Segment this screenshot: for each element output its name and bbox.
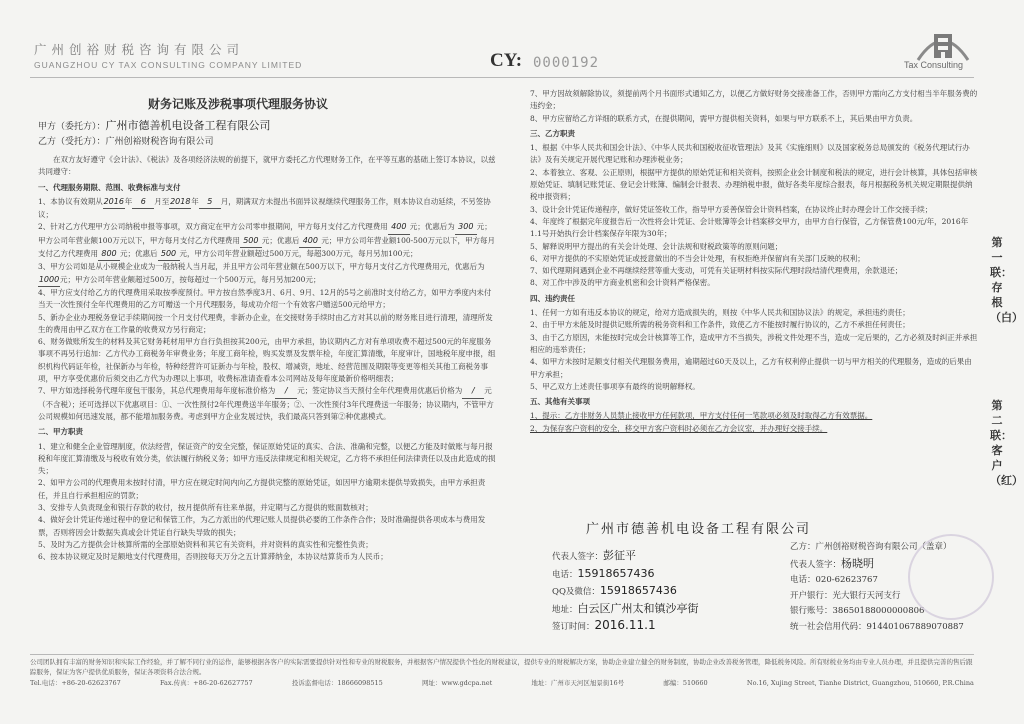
party-b-rep-signature: 杨晓明 [841, 556, 875, 570]
party-a-date-row: 签订时间：2016.11.1 [552, 618, 656, 632]
clause-2-4: 4、做好会计凭证传递过程中的登记和保管工作，为乙方派出的代理记账人员提供必要的工作条件合作；及时准确提供各项成本与费用发票，否则将因会计数据失真或会计凭证自行缺失导致的损失； [38, 515, 486, 537]
party-a-phone-row: 电话：15918657436 [552, 566, 655, 580]
clause-5-1: 1、提示：乙方非财务人员禁止接收甲方任何款项，甲方支付任何一笔款项必须及时取得乙方有效票据。 [530, 411, 873, 421]
clause-2-7: 7、甲方因故须解除协议，须提前两个月书面形式通知乙方，以便乙方做好财务交接准备工作，否则甲方需向乙方支付相当半年服务费的违约金； [530, 89, 978, 111]
clause-3-1: 1、根据《中华人民共和国会计法》、《中华人民共和国税收征收管理法》及其《实施细则》以及国家税务总局颁发的《税务代理试行办法》及有关规定开展代理记账和办理涉税业务； [530, 143, 970, 165]
clause-3-8: 8、对工作中涉及的甲方商业机密和会计资料严格保密。 [530, 278, 715, 288]
party-b-rep-row: 代表人签字：杨晓明 [790, 556, 875, 570]
party-a-rep-signature: 彭征平 [603, 549, 637, 562]
party-b-credit-code: 统一社会信用代码：914401067889070887 [790, 621, 964, 632]
party-a-qq-row: QQ及微信：15918657436 [552, 584, 677, 597]
right-column [530, 88, 978, 435]
header-divider [30, 77, 974, 78]
serial-number: 0000192 [533, 55, 600, 71]
section-3-heading: 三、乙方职责 [530, 128, 575, 138]
clause-4-5: 5、甲乙双方上述责任事项享有最终的说明解释权。 [530, 381, 700, 391]
clause-2-3: 3、安排专人负责现金和银行存款的收付，按月提供所有往来单据，并定期与乙方提供的账面数核对； [38, 503, 373, 513]
section-4-heading: 四、违约责任 [530, 293, 575, 303]
clause-3-7: 7、如代理期间遇到企业不再继续经营等重大变动，可凭有关证明材料按实际代理时段结清代理费用，余款退还； [530, 266, 903, 276]
party-b-phone: 电话：020-62623767 [790, 575, 878, 585]
logo-caption: Tax Consulting [904, 60, 964, 70]
company-name-cn: 广州创裕财税咨询有限公司 [34, 43, 245, 57]
party-a-qq: 15918657436 [599, 584, 677, 597]
party-a-phone: 15918657436 [577, 566, 655, 580]
clause-1-5: 5、新办企业办理税务登记手续期间按一个月支付代理费，非新办企业，在交接财务手续时由乙方对其以前的财务账目进行清理，清理所发生的费用由甲乙双方在工作量的收费双方另行商定； [38, 312, 493, 334]
party-a-rep-row: 代表人签字：彭征平 [552, 549, 637, 562]
party-a-row [38, 119, 498, 134]
clause-4-2: 2、由于甲方未能及时提供记账所需的税务资料和工作条件，致使乙方不能按时履行协议的，乙方不承担任何责任； [530, 320, 910, 330]
intro-paragraph: 在双方友好遵守《会计法》、《税法》及各项经济法规的前提下，就甲方委托乙方代理财务工作，在平等互惠的基础上签订本协议，以兹共同遵守： [38, 155, 496, 177]
company-seal-stamp [908, 534, 994, 620]
footer-address-en: No.16, Xujing Street, Tianhe District, Guangzhou, 510660, P.R.China [746, 679, 974, 687]
party-a-stamp-handwriting: 广州市德善机电设备工程有限公司 [586, 522, 812, 537]
left-column [38, 154, 498, 564]
party-a-address: 白云区广州太和镇沙亭街 [577, 601, 699, 615]
clause-3-4: 4、年度终了根据完年度报告后一次性将会计凭证、会计账簿等会计档案移交甲方，由甲方自行保管，乙方保管费100元/年，2016年1.1号开始执行会计档案保存年限为30年； [530, 216, 969, 239]
party-b-label: 乙方（受托方）： [38, 137, 106, 147]
clause-4-1: 1、任何一方如有违反本协议的规定，给对方造成损失的，则按《中华人民共和国协议法》的规定，承担违约责任； [530, 308, 910, 318]
footer-contact-row [30, 678, 974, 688]
clause-2-5: 5、及时为乙方提供会计核算所需的全部原始资料和其它有关资料，并对资料的真实性和完整性负责； [38, 539, 373, 549]
clause-4-3: 3、由于乙方原因，未能按时完成会计核算等工作，造成甲方不当损失，涉税文件处理不当，造成一定后果的，乙方必须及时纠正并承担相应的违举责任； [530, 332, 978, 354]
party-b-value: 广州创裕财税咨询有限公司 [105, 137, 214, 147]
clause-1-7: 7、甲方如选择税务代理年度包干服务，其总代理费用每年度标准价格为 / 元；签定协议当天预付全年代理费用优惠后价格为 / 元（不含税）；还可选择以下优惠项目：①、一次性预付2年代理费送半年服务；②、一次性预付3年代理费送一年服务；协议期内，不管甲方公司规模如何迅速发展，都不能增加服务费。考虑到甲方企业发展过快，我们最高只答到第②种优惠模式。 [38, 386, 494, 421]
clause-3-3: 3、设计会计凭证传递程序，做好凭证签收工作，指导甲方妥善保管会计资料档案，在协议终止时办理会计工作交接手续； [530, 204, 933, 214]
clause-1-6: 6、财务做账所发生的材料及其它财务耗材用甲方自行负担按其200元，由甲方承担，协议期内乙方对有单项收费不超过500元的年度服务事项不再另行追加：乙方代办工商税务年审费业务；年度工商年检，购买发票及发票年检，年度汇算清缴，年度审计，国地税年度申报，组织机构代码证年检，社保新办与年检，特种经营许可证新办与年检，股权、增减资，地址、经营范围及期限等变更等相关其他工商税务事项，甲方享受优惠价后须交由乙方代为办理以上事项，收费标准请查看本公司网站及每年度最新价格明细表； [38, 337, 496, 384]
footer-divider [30, 654, 974, 655]
clause-3-5: 5、解释说明甲方提出的有关会计处理、会计法规和财税政策等的原则问题； [530, 241, 783, 251]
company-name-en: GUANGZHOU CY TAX CONSULTING COMPANY LIMITED [34, 60, 303, 70]
party-a-signature-block [552, 548, 792, 636]
clause-1-4: 4、甲方应支付给乙方的代理费用采取按季度预付。甲方按自然季度3月、6月、9月、12月的5号之前准时支付给乙方，如甲方季度内未付当天一次性预付全年代理费用的乙方可赠送一个月代理服务，每成功介绍一个有效客户赠送500元给甲方； [38, 287, 492, 310]
clause-3-2: 2、本着独立、客观、公正原则，根据甲方提供的原始凭证和相关资料，按照企业会计制度和税法的规定，进行会计核算，具体包括审核原始凭证、填制记账凭证、登记会计账簿、编制会计报表、办理纳税申报，做好各类年度综合报表，每月根据税务机关规定期限提供纳税申报资料； [530, 167, 978, 202]
party-a-address-row: 地址：白云区广州太和镇沙亭街 [552, 601, 699, 615]
side-label-stub: 第一联：存根（白） [990, 236, 1023, 324]
party-a-date: 2016.11.1 [594, 618, 656, 632]
section-5-heading: 五、其他有关事项 [530, 397, 590, 407]
section-2-heading: 二、甲方职责 [38, 427, 83, 437]
footer-zip: 邮编：510660 [663, 679, 708, 687]
clause-4-4: 4、如甲方未按时足额支付相关代理服务费用，逾期超过60天及以上，乙方有权利停止提供一切与甲方相关的代理服务，造成的后果由甲方承担； [530, 357, 972, 379]
section-1-heading: 一、代理服务期限、范围、收费标准与支付 [38, 182, 181, 192]
clause-2-1: 1、建立和健全企业管理制度，依法经营，保证资产的安全完整，保证原始凭证的真实、合法、准确和完整，以便乙方能及时做账与每月报税和年度汇算清缴及与税收有效分类，依法履行纳税义务；如甲方违反法律规定和相关规定，乙方将不承担任何法律责任以及由此造成的损失； [38, 441, 496, 476]
clause-2-6: 6、按本协议规定及时足额地支付代理费用，否则按每天万分之五计算滞纳金，本协议结算货币为人民币； [38, 552, 388, 562]
party-a-value: 广州市德善机电设备工程有限公司 [105, 119, 271, 132]
footer-fax: Fax.传真：+86-20-62627757 [159, 679, 253, 687]
clause-2-2: 2、如甲方公司的代理费用未按时付清，甲方应在规定时间内向乙方提供完整的原始凭证，如因甲方逾期未提供导致损失，由甲方承担责任，并且自行承担相应的罚款； [38, 478, 486, 500]
side-label-customer: 第二联：客户（红） [990, 399, 1023, 487]
clause-5-2: 2、为保存客户资料的安全，移交甲方客户资料时必须在乙方会议室，并办理好交接手续。 [530, 423, 828, 433]
cy-label: CY: [490, 50, 523, 71]
clause-2-8: 8、甲方应留给乙方详细的联系方式，在提供期间，需甲方提供相关资料，如果与甲方联系不上，其后果由甲方负责。 [530, 113, 918, 123]
document-title: 财务记账及涉税事项代理服务协议 [148, 97, 329, 111]
clause-1-2: 2、针对乙方代理甲方公司纳税申报等事项，双方商定在甲方公司零申报期间，甲方每月支付乙方代理费用 400 元；优惠后为 300 元；甲方公司年营业额100万元以下，甲方每月支付乙方代理费用 500 元；优惠后 400 元；甲方公司年营业额100-500万元以下，甲方每月支付乙方代理费用 800 元；优惠后 500 元，甲方公司年营业额超过500万元，每超300万元，每月另加100元； [38, 221, 498, 261]
party-b-row [38, 135, 498, 149]
footer-tel: Tel.电话：+86-20-62623767 [30, 679, 121, 687]
clause-1-1: 1、本协议有效期从2016年 6 月至2018年 5 月，期满双方未提出书面异议视继续代理服务工作，则本协议自动延续，不另签协议； [38, 196, 491, 220]
footer-web: 网址：www.gdcpa.net [422, 679, 493, 687]
clause-1-3: 3、甲方公司如是从小规模企业成为一般纳税人当月起，并且甲方公司年营业额在500万以下，甲方每月支付乙方代理费用元，优惠后为1000元；甲方公司年营业额超过500万，按每超过一个500万元，每月另加200元； [38, 261, 498, 287]
party-b-account: 银行账号：38650188000000806 [790, 606, 925, 616]
footer-supervise: 投诉监督电话：18666098515 [291, 679, 383, 687]
footer-address: 地址：广州市天河区旭景街16号 [531, 679, 625, 687]
party-b-label: 乙方：广州创裕财税咨询有限公司（盖章） [790, 542, 952, 552]
party-b-bank: 开户银行：光大银行天河支行 [790, 590, 901, 601]
party-a-label: 甲方（委托方）： [38, 122, 106, 132]
footer-notice: 公司团队拥有丰富的财务知识和实际工作经验，并了解不同行业的运作，能够根据各客户的实际需要提供针对性和专业的财税服务，并根据客户情况提供个性化的财税建议，提供专业的财税解决方案，协助企业建立健全的财务制度，协助企业改善税务管理，降低税务风险。所有财税业务均由专业人员办理，并且提供完善的售后跟踪服务，保证为客户提供优质服务，保证各项资料合法合规。 [30, 658, 973, 676]
clause-3-6: 6、对甲方提供的不实原始凭证或授意做出的不当会计处理，有权拒绝并保留向有关部门反映的权利； [530, 253, 865, 263]
